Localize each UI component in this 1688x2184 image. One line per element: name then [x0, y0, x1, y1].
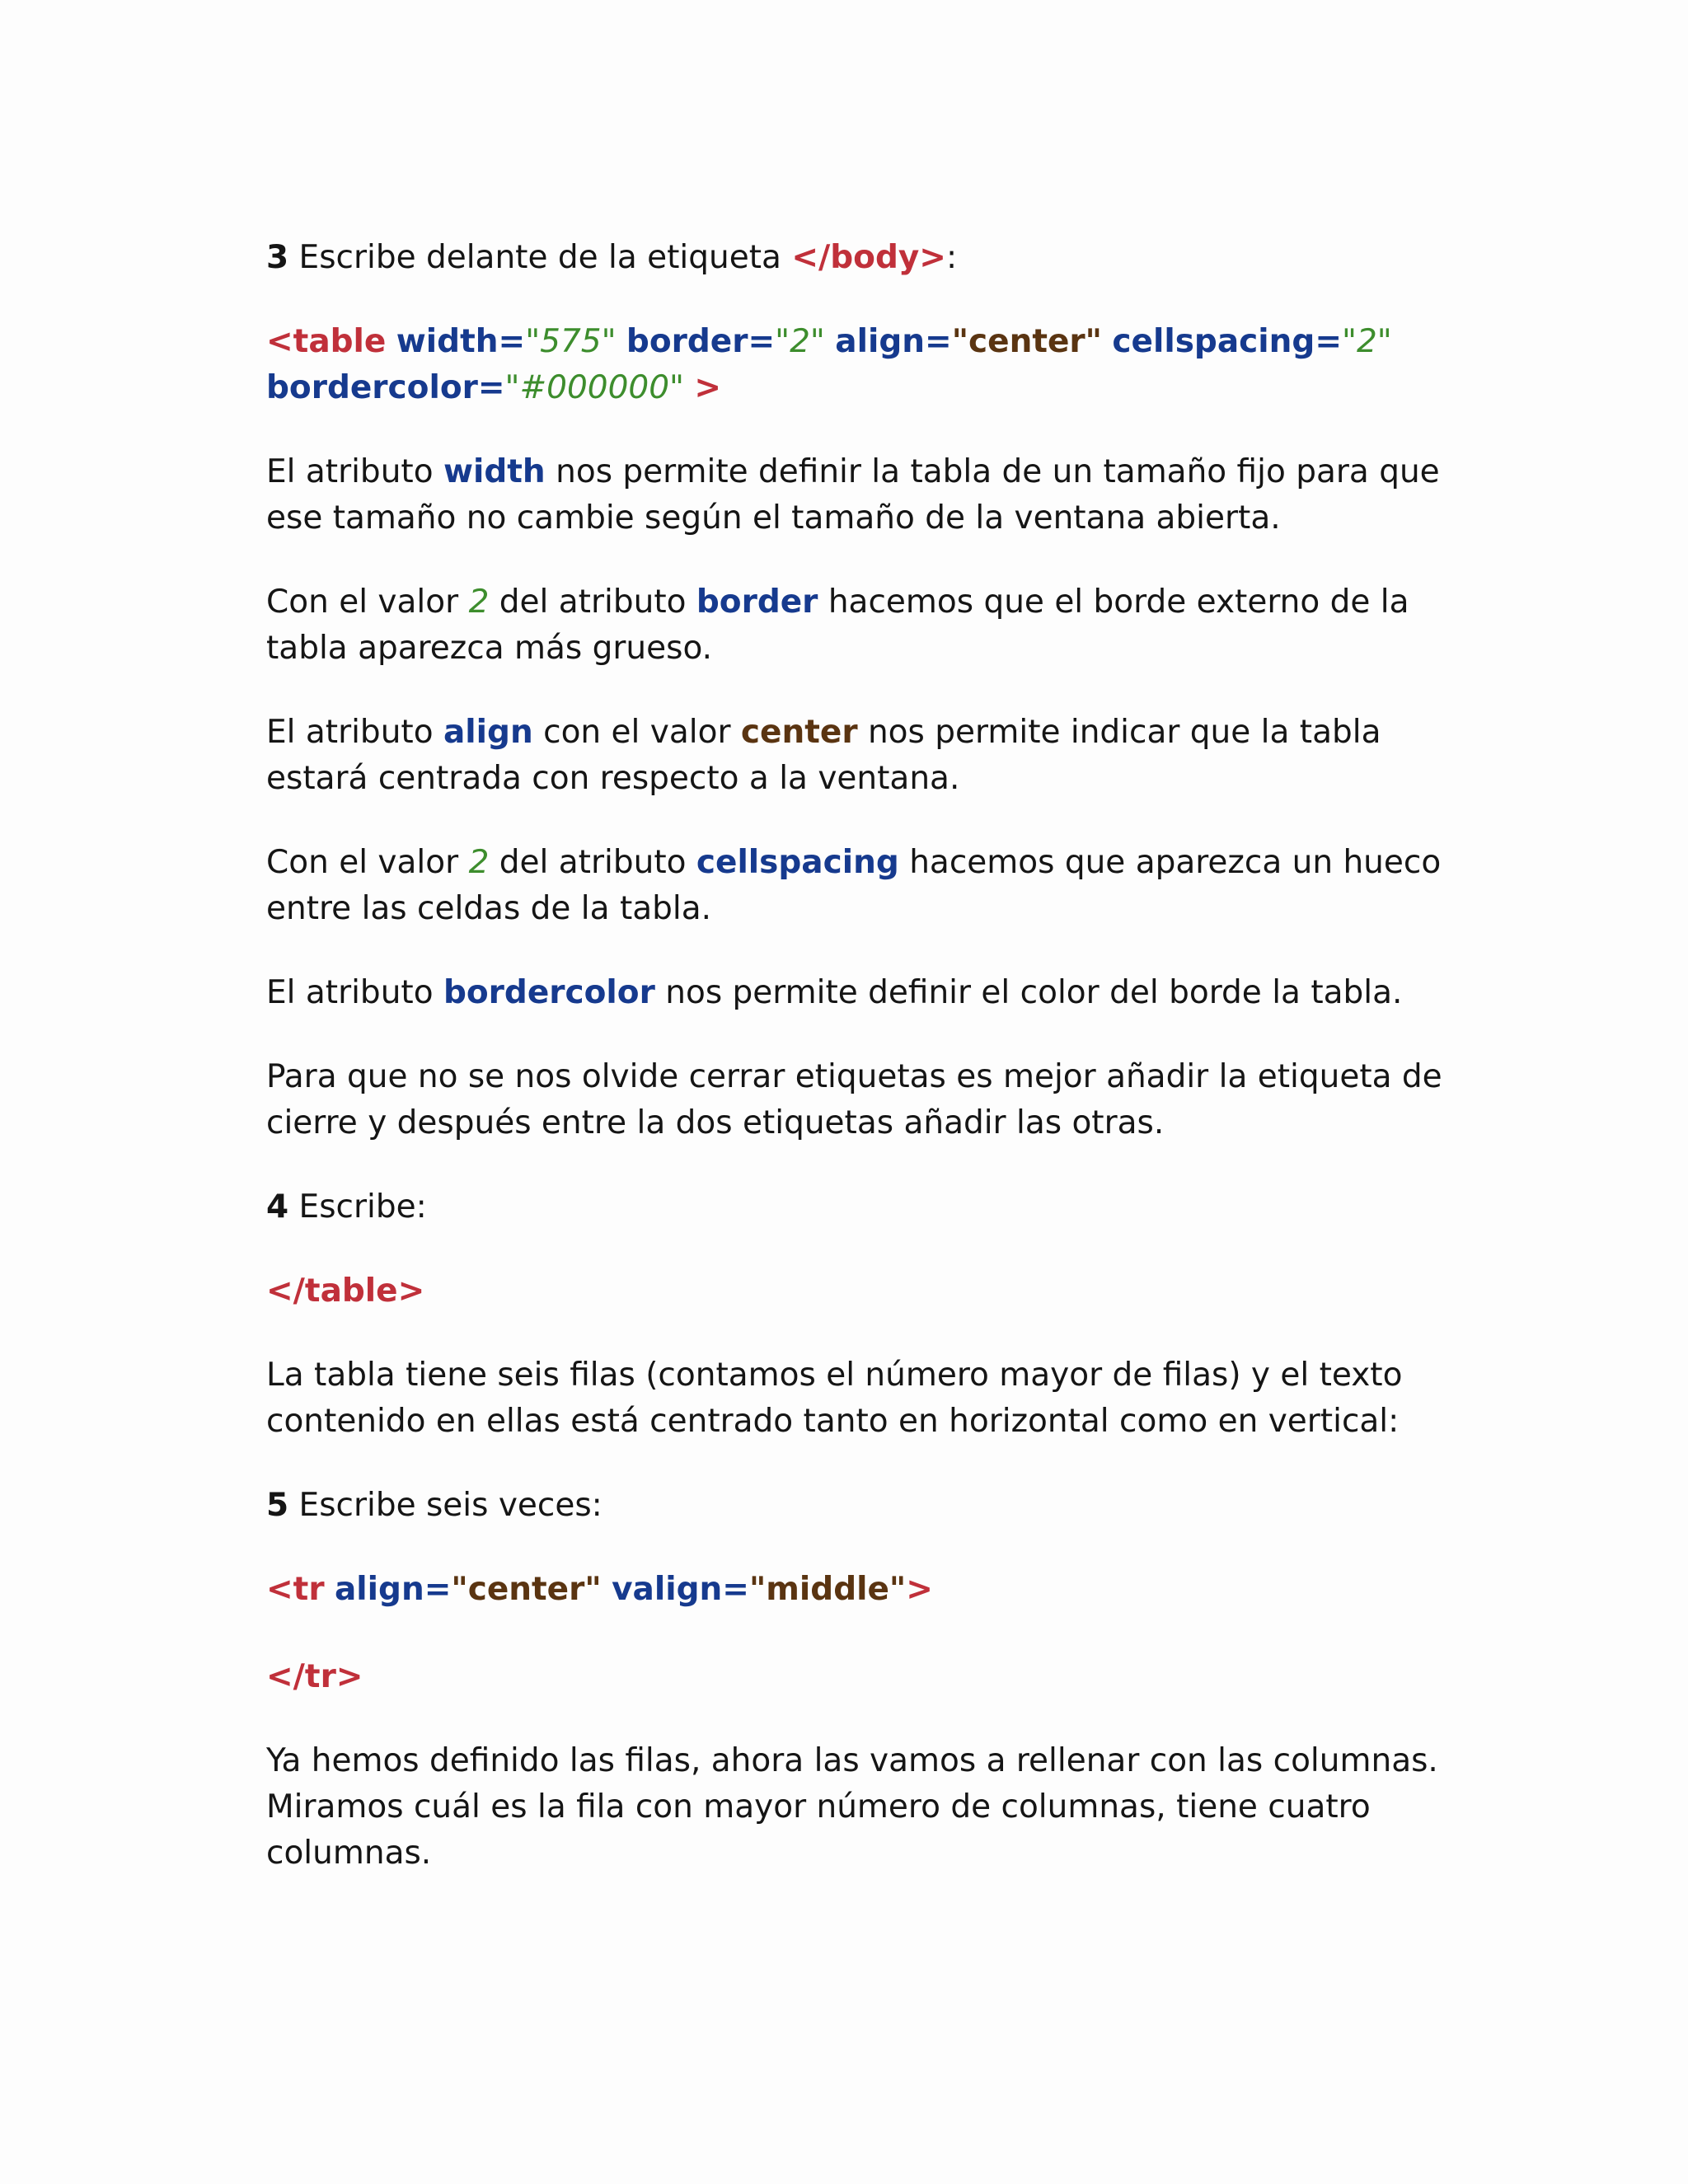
table-close-tag: </table> [266, 1272, 425, 1310]
cellspacing-value-keyword: 2 [468, 844, 490, 881]
tr-close-tag: </tr> [266, 1658, 363, 1695]
text-segment: nos permite definir la tabla de un tamaño fijo para que ese tamaño no cambie según el tamaño de la ventana abierta. [266, 453, 1440, 537]
document-body [266, 235, 1486, 1915]
colon: : [945, 239, 958, 276]
rows-explanation: La tabla tiene seis filas (contamos el número mayor de filas) y el texto contenido en ellas está centrado tanto en horizontal como en vertical: [266, 1357, 1403, 1440]
tr-tag-close: > [906, 1571, 933, 1608]
width-attr: width= [396, 323, 526, 360]
body-close-tag: </body> [791, 239, 946, 276]
step-number: 4 [266, 1188, 289, 1226]
closing-tags-tip: Para que no se nos olvide cerrar etiquetas es mejor añadir la etiqueta de cierre y después entre la dos etiquetas añadir las otras. [266, 1058, 1442, 1141]
cellspacing-attr: cellspacing= [1112, 323, 1343, 360]
step-3-instruction [266, 235, 1486, 281]
step-number: 5 [266, 1487, 289, 1524]
cellspacing-value: "2" [1342, 323, 1392, 360]
text-segment: nos permite definir el color del borde la tabla. [665, 974, 1403, 1011]
bordercolor-explanation [266, 970, 1486, 1016]
tr-close-code [266, 1654, 1486, 1700]
text-segment: El atributo [266, 974, 434, 1011]
align-explanation [266, 710, 1486, 802]
cellspacing-keyword: cellspacing [696, 844, 899, 881]
step-4-instruction [266, 1184, 1486, 1230]
text-segment: con el valor [543, 714, 731, 751]
text-segment: El atributo [266, 714, 434, 751]
tr-open-tag: <tr [266, 1571, 325, 1608]
step-5-instruction [266, 1483, 1486, 1529]
border-keyword: border [696, 583, 818, 621]
table-close-code [266, 1268, 1486, 1315]
table-open-tag: <table [266, 323, 387, 360]
columns-explanation: Ya hemos definido las filas, ahora las vamos a rellenar con las columnas. Miramos cuál es la fila con mayor número de columnas, tiene cuatro columnas. [266, 1742, 1438, 1872]
step-text: Escribe delante de la etiqueta [298, 239, 781, 276]
width-keyword: width [443, 453, 546, 490]
bordercolor-attr: bordercolor= [266, 369, 505, 406]
tr-open-code [266, 1567, 1486, 1613]
text-segment: El atributo [266, 453, 434, 490]
tr-align-value: "center" [451, 1571, 602, 1608]
text-segment: del atributo [499, 583, 687, 621]
tr-valign-value: "middle" [748, 1571, 907, 1608]
step-text: Escribe seis veces: [298, 1487, 603, 1524]
bordercolor-keyword: bordercolor [443, 974, 655, 1011]
text-segment: Con el valor [266, 844, 459, 881]
width-value: "575" [525, 323, 617, 360]
bordercolor-value: "#000000" [504, 369, 684, 406]
align-keyword: align [443, 714, 533, 751]
align-value: "center" [951, 323, 1102, 360]
table-tag-close: > [694, 369, 722, 406]
step-text: Escribe: [298, 1188, 427, 1226]
step-number: 3 [266, 239, 289, 276]
table-code-block [266, 319, 1486, 411]
tr-align-attr: align= [334, 1571, 452, 1608]
align-attr: align= [835, 323, 952, 360]
text-segment: del atributo [499, 844, 687, 881]
text-segment: nos permite indicar que la tabla estará centrada con respecto a la ventana. [266, 714, 1381, 797]
border-attr: border= [626, 323, 776, 360]
tr-valign-attr: valign= [612, 1571, 749, 1608]
border-explanation [266, 579, 1486, 672]
text-segment: Con el valor [266, 583, 459, 621]
center-keyword: center [740, 714, 858, 751]
width-explanation [266, 449, 1486, 541]
border-value-keyword: 2 [468, 583, 490, 621]
cellspacing-explanation [266, 840, 1486, 932]
text-segment: hacemos que el borde externo de la tabla aparezca más grueso. [266, 583, 1409, 667]
border-value: "2" [775, 323, 825, 360]
text-segment: hacemos que aparezca un hueco entre las celdas de la tabla. [266, 844, 1442, 927]
